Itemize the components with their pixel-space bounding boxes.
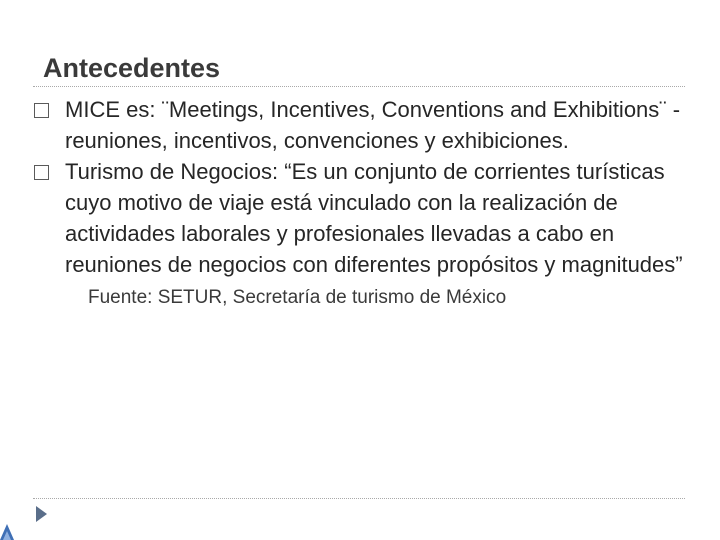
source-citation: Fuente: SETUR, Secretaría de turismo de México <box>88 287 507 308</box>
slide-title: Antecedentes <box>43 53 221 83</box>
bullet-text: Turismo de Negocios: “Es un conjunto de corrientes turísticas cuyo motivo de viaje está vinculado con la realización de actividades laborales y profesionales llevadas a cabo en reuniones de negocios con diferentes propósitos y magnitudes” <box>65 159 683 277</box>
bullet-item <box>33 94 688 156</box>
checkbox-square-icon <box>34 165 49 180</box>
slide-content <box>33 94 688 311</box>
footer-divider <box>33 498 685 499</box>
next-slide-arrow-icon[interactable] <box>36 506 47 522</box>
checkbox-square-icon <box>34 103 49 118</box>
triangle-logo-icon <box>0 520 20 540</box>
bullet-item <box>33 156 688 280</box>
bullet-text: MICE es: ¨Meetings, Incentives, Conventions and Exhibitions¨ - reuniones, incentivos, convenciones y exhibiciones. <box>65 97 681 153</box>
title-divider <box>33 86 685 87</box>
